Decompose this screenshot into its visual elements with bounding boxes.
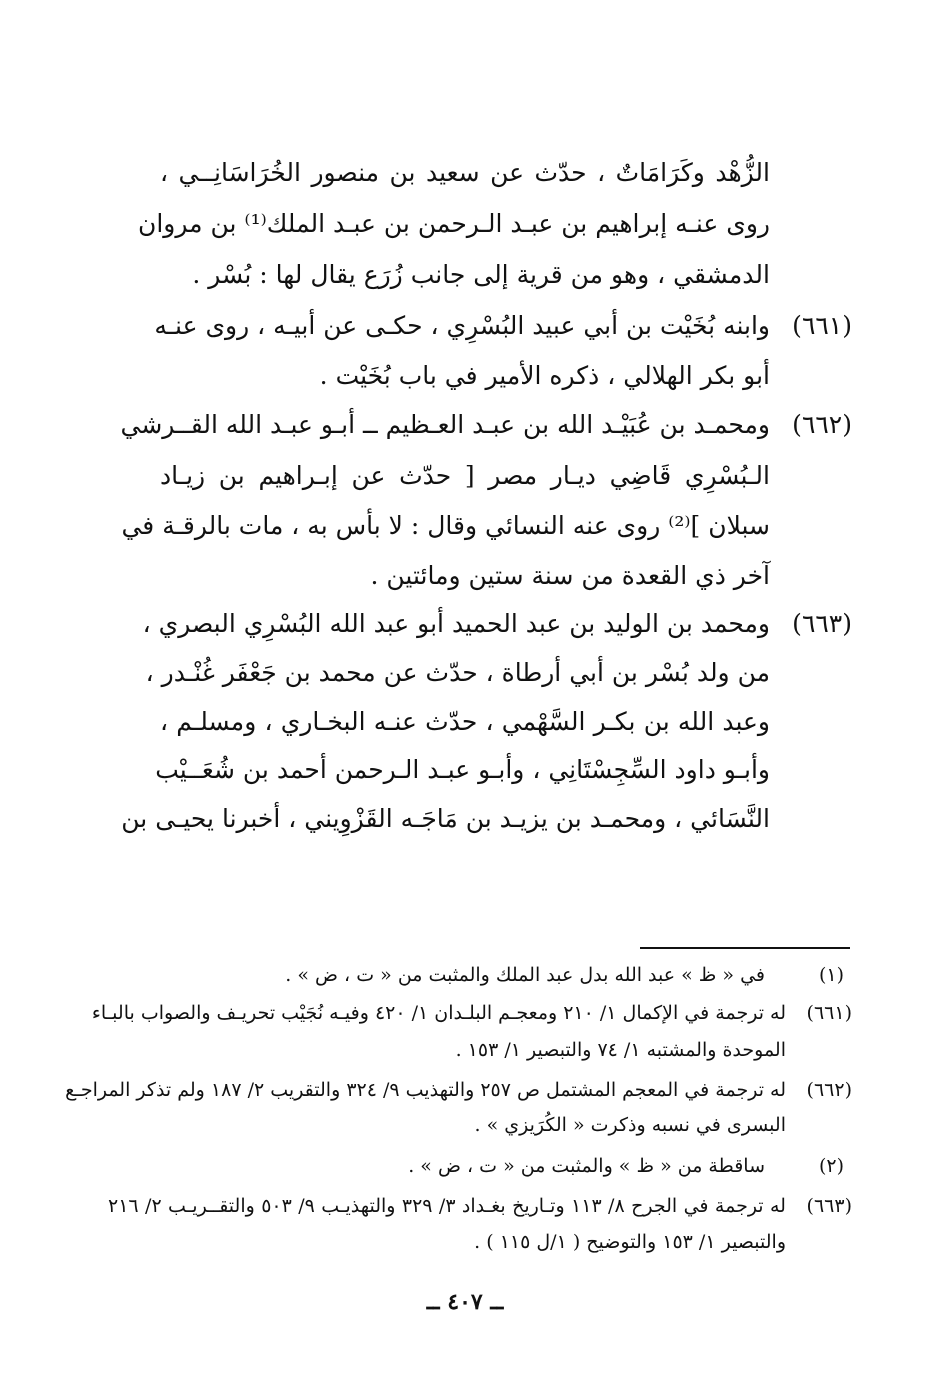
footnote-number: (٦٦١) <box>806 1002 852 1024</box>
text-line: وأبـو داود السِّجِسْتَانِي ، وأبـو عبـد الـرحمن أحمد بن شُعَــيْب <box>155 755 770 784</box>
footnote-number: (٦٦٢) <box>806 1079 852 1101</box>
text-line: الـبُسْرِي قَاضِي ديـار مصر [ حدّث عن إبـراهيم بن زيـاد <box>160 461 770 490</box>
text-line: سبلان ]⁽²⁾ روى عنه النسائي وقال : لا بأس به ، مات بالرقـة في <box>121 511 770 540</box>
text-line: وعبد الله بن بكـر السَّهْمي ، حدّث عنـه البخـاري ، ومسلـم ، <box>160 707 770 736</box>
entry-number: (٦٦١) <box>792 311 852 340</box>
footnote-number: (٢) <box>818 1155 844 1177</box>
page-number: ــ ٤٠٧ ــ <box>426 1289 504 1315</box>
footnote-separator <box>640 947 850 949</box>
text-line: الزُّهْد وكَرَامَاتٌ ، حدّث عن سعيد بن منصور الخُرَاسَانِــي ، <box>160 158 770 187</box>
footnote-number: (١) <box>818 964 844 986</box>
entry-number: (٦٦٣) <box>792 609 852 638</box>
text-line: آخر ذي القعدة من سنة ستين ومائتين . <box>370 561 770 590</box>
text-line: أبو بكر الهلالي ، ذكره الأمير في باب بُخَيْت . <box>319 361 770 390</box>
footnote-line: والتبصير ١/ ١٥٣ والتوضيح ( ١/ل ١١٥ ) . <box>474 1231 786 1253</box>
text-line: النَّسَائي ، ومحمـد بن يزيـد بن مَاجَـه القَزْوِيني ، أخبرنا يحيـى بن <box>121 804 770 833</box>
footnote-line: له ترجمة في المعجم المشتمل ص ٢٥٧ والتهذيب ٩/ ٣٢٤ والتقريب ٢/ ١٨٧ ولم تذكر المراجـع <box>65 1079 786 1101</box>
footnote-line: البسرى في نسبه وذكرت « الكُرَيزي » . <box>474 1114 786 1136</box>
footnote-line: ساقطة من « ظ » والمثبت من « ت ، ض » . <box>408 1155 765 1177</box>
footnote-line: في « ظ » عبد الله بدل عبد الملك والمثبت من « ت ، ض » . <box>285 964 765 986</box>
footnote-line: له ترجمة في الإكمال ١/ ٢١٠ ومعجـم البلـدان ١/ ٤٢٠ وفيـه نُجَيْب تحريـف والصواب بالبـاء <box>91 1002 786 1024</box>
text-line: ومحمـد بن عُبَيْـد الله بن عبـد العـظيم ــ أبـو عبـد الله القــرشي <box>120 410 770 439</box>
text-line: وابنه بُخَيْت بن أبي عبيد البُسْرِي ، حكـى عن أبيـه ، روى عنـه <box>154 311 770 340</box>
footnote-line: له ترجمة في الجرح ٨/ ١١٣ وتـاريخ بغـداد ٣/ ٣٢٩ والتهذيـب ٩/ ٥٠٣ والتقــريـب ٢/ ٢١٦ <box>108 1195 786 1217</box>
footnote-line: الموحدة والمشتبه ١/ ٧٤ والتبصير ١/ ١٥٣ . <box>455 1039 786 1061</box>
text-line: من ولد بُسْر بن أبي أرطاة ، حدّث عن محمد بن جَعْفَر غُنْـدر ، <box>145 658 770 687</box>
text-line: ومحمد بن الوليد بن عبد الحميد أبو عبد الله البُسْرِي البصري ، <box>142 609 770 638</box>
text-line: الدمشقي ، وهو من قرية إلى جانب زُرَع يقال لها : بُسْر . <box>192 260 770 289</box>
text-line: روى عنـه إبراهيم بن عبـد الـرحمن بن عبـد الملك⁽¹⁾ بن مروان <box>137 209 770 238</box>
footnote-number: (٦٦٣) <box>806 1195 852 1217</box>
entry-number: (٦٦٢) <box>792 410 852 439</box>
